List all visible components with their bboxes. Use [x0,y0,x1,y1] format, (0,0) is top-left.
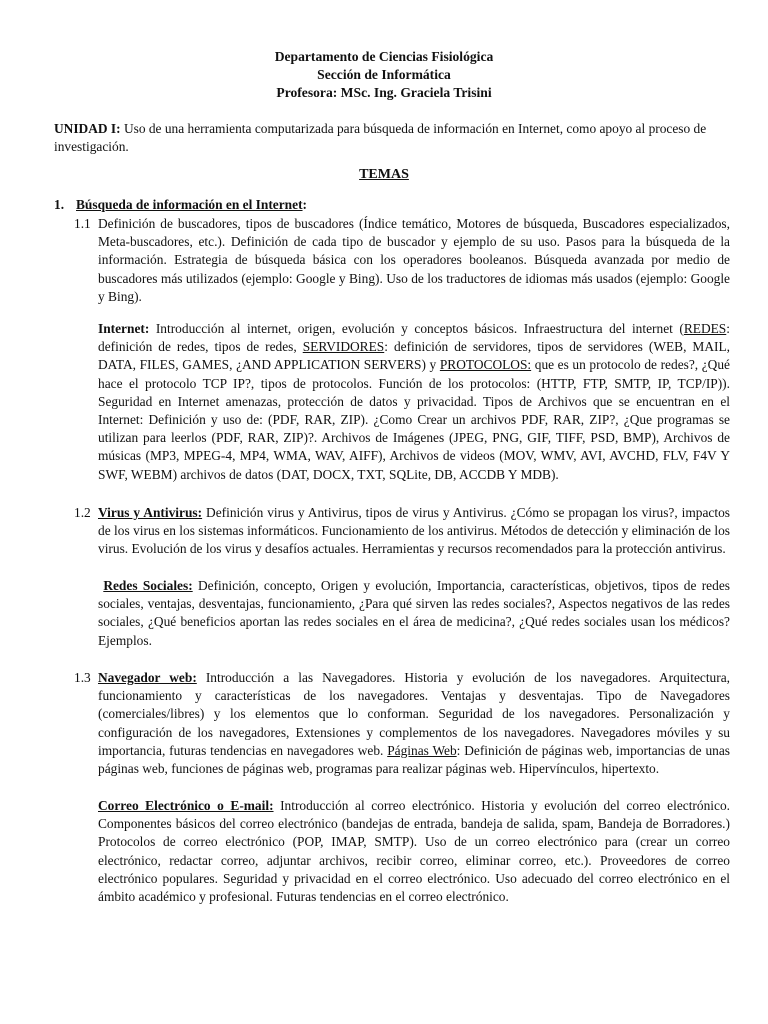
section-1-number: 1. [54,197,65,212]
item-1-3-text [98,669,730,778]
redes-sociales-label: Redes Sociales: [103,578,193,593]
correo-paragraph [98,797,730,906]
document-header [0,48,768,102]
redes-term: REDES [683,321,727,336]
redes-sociales-text: Definición, concepto, Origen y evolución, Importancia, características, objetivos, tipos de redes sociales, ventajas, desventajas, funcionamiento, ¿Para qué sirven las redes sociales?, Aspectos negativos de las redes sociales, ¿Qué beneficios aportan las redes sociales en el área de medicina?, ¿Qué redes sociales usan los médicos? Ejemplos. [98,578,730,648]
section-1-title: Búsqueda de información en el Internet [76,197,303,212]
item-1-3 [74,669,730,778]
virus-text: Definición virus y Antivirus, tipos de virus y Antivirus. ¿Cómo se propagan los virus?, impactos de los virus en los sistemas informáticos. Funcionamiento de los antivirus. Métodos de detección y eliminación de los virus. Evolución de los virus y desafíos actuales. Herramientas y recursos recomendados para la protección antivirus. [98,505,730,557]
correo-label: Correo Electrónico o E-mail: [98,798,274,813]
internet-paragraph [98,320,730,484]
correo-text: Introducción al correo electrónico. Historia y evolución del correo electrónico. Componentes básicos del correo electrónico (bandejas de entrada, bandeja de salida, spam, Bandeja de Borradores.) Protocolos de correo electrónico (POP, IMAP, SMTP). Uso de un correo electrónico para (crear un correo electrónico, redactar correo, adjuntar archivos, recibir correo, eliminar correo, etc.). Proveedores de correo electrónico populares. Seguridad y privacidad en el correo electrónico. Uso adecuado del correo electrónico en el ámbito académico y profesional. Futuras tendencias en el correo electrónico. [98,798,730,905]
item-1-2-number: 1.2 [74,505,91,520]
internet-text-2: : definición de redes, tipos de redes, [98,321,730,355]
unit-description [54,120,732,156]
department-line: Departamento de Ciencias Fisiológica [274,49,494,64]
protocolos-term: PROTOCOLOS: [439,357,532,373]
item-1-1-text: Definición de buscadores, tipos de buscadores (Índice temático, Motores de búsqueda, Buscadores especializados, Meta-buscadores, etc.). Definición de cada tipo de buscador y ejemplo de su uso. Pasos para la búsqueda de la información. Estrategia de búsqueda básica con los operadores booleanos. Búsqueda avanzada por medio de buscadores más utilizados (ejemplo: Google y Bing). Uso de los traductores de idiomas más usados (ejemplo: Google y Bing). [98,216,730,304]
internet-text-1: Introducción al internet, origen, evolución y conceptos básicos. Infraestructura del internet ( [149,321,684,336]
item-1-1 [74,215,730,306]
item-1-2 [74,504,730,559]
redes-sociales-paragraph [98,577,730,650]
item-1-1-number: 1.1 [74,216,91,231]
section-1-colon: : [302,197,307,212]
internet-text-4: que es un protocolo de redes?, ¿Qué hace el protocolo TCP IP?, tipos de protocolos. Función de los protocolos: (HTTP, FTP, SMTP, IP, TCP/IP)). Seguridad en Internet amenazas, protección de datos y privacidad. Tipos de Archivos que se encuentran en el Internet: Definición y uso de: (PDF, RAR, ZIP). ¿Como Crear un archivos PDF, RAR, ZIP?, ¿Que programas se utilizan para leerlos (PDF, RAR, ZIP)?. Archivos de Imágenes (JPEG, PNG, GIF, TIFF, PSD, BMP), Archivos de músicas (MP3, MPEG-4, MP4, WMA, WAV, AIFF), Archivos de videos (MOV, WMV, AVI, AVCHD, FLV, F4V Y SWF, WEBM) archivos de datos (DAT, DOCX, TXT, SQLite, DB, ACCDB Y MDB). [98,357,730,482]
internet-label: Internet: [98,321,150,336]
item-1-3-number: 1.3 [74,670,91,685]
navegador-text-2: : Definición de páginas web, importancias de unas páginas web, funciones de páginas web, programas para realizar páginas web. Hipervínculos, hipertexto. [98,742,731,777]
internet-text-3: : definición de servidores, tipos de servidores (WEB, MAIL, DATA, FILES, GAMES, ¿AND APPLICATION SERVERS) y [98,339,730,373]
professor-line: Profesora: MSc. Ing. Graciela Trisini [276,85,492,100]
servidores-term: SERVIDORES [302,339,385,355]
virus-label: Virus y Antivirus: [98,505,203,520]
navegador-text-1: Introducción a las Navegadores. Historia y evolución de los navegadores. Arquitectura, funcionamiento y características de los navegadores. Ventajas y desventajas. Tipo de Navegadores (comerciales/libres) y los elementos que lo conforman. Seguridad de los navegadores. Personalización y configuración de los navegadores, Extensiones y complementos de los navegadores. Navegadores móviles y su importancia, futuras tendencias en navegadores web. [98,670,730,758]
navegador-label: Navegador web: [98,670,197,685]
item-1-2-text [98,504,730,559]
unit-text: Uso de una herramienta computarizada para búsqueda de información en Internet, como apoyo al proceso de investigación. [54,121,707,155]
unit-label: UNIDAD I: [54,121,121,136]
section-1-heading [54,196,734,214]
temas-heading: TEMAS [359,167,409,182]
paginas-web-term: Páginas Web [387,742,457,758]
section-line: Sección de Informática [317,67,451,82]
